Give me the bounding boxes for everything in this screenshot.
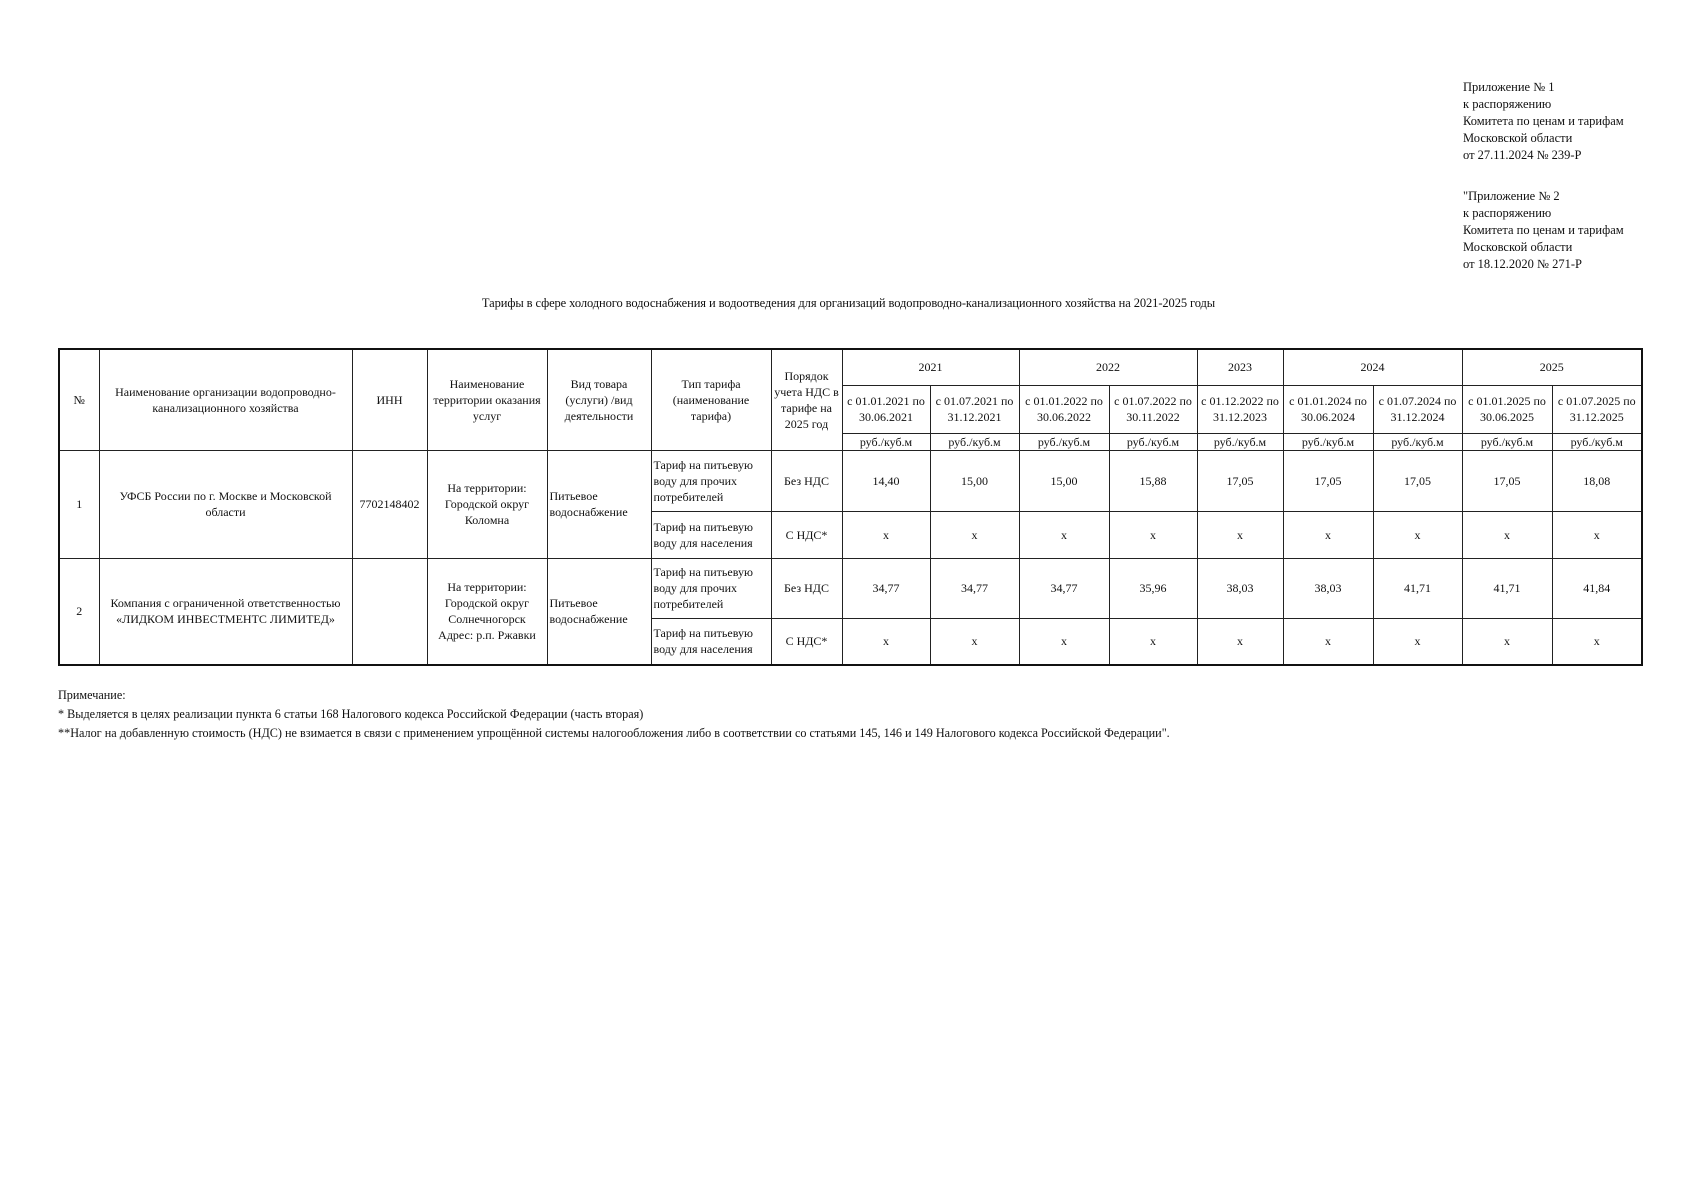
appendix-line: "Приложение № 2: [1463, 189, 1560, 203]
tariff-value: 17,05: [1373, 450, 1462, 511]
header-year: 2022: [1019, 349, 1197, 385]
appendix-line: Приложение № 1: [1463, 80, 1555, 94]
header-period: с 01.07.2024 по 31.12.2024: [1373, 385, 1462, 433]
tariff-value: x: [1283, 618, 1373, 665]
tariff-value: 41,84: [1552, 558, 1642, 618]
header-period: с 01.01.2022 по 30.06.2022: [1019, 385, 1109, 433]
tariff-value: 41,71: [1462, 558, 1552, 618]
vat-mode: С НДС*: [771, 511, 842, 558]
header-year: 2021: [842, 349, 1019, 385]
notes-heading: Примечание:: [58, 688, 126, 702]
table-row: [59, 558, 1642, 618]
header-period: с 01.01.2024 по 30.06.2024: [1283, 385, 1373, 433]
tariff-value: 38,03: [1283, 558, 1373, 618]
appendix-2-header: [1463, 188, 1624, 273]
tariff-value: 34,77: [842, 558, 930, 618]
tariff-value: x: [1373, 511, 1462, 558]
tariff-value: x: [1109, 511, 1197, 558]
header-inn: ИНН: [352, 349, 427, 450]
header-unit: руб./куб.м: [842, 433, 930, 450]
org-inn: [352, 558, 427, 665]
header-unit: руб./куб.м: [930, 433, 1019, 450]
tariff-value: 17,05: [1197, 450, 1283, 511]
tariff-value: 41,71: [1373, 558, 1462, 618]
header-period: с 01.01.2025 по 30.06.2025: [1462, 385, 1552, 433]
header-period: с 01.01.2021 по 30.06.2021: [842, 385, 930, 433]
tariff-value: x: [930, 511, 1019, 558]
tariff-value: 17,05: [1283, 450, 1373, 511]
appendix-1-header: [1463, 79, 1624, 164]
tariff-value: x: [1552, 511, 1642, 558]
tariff-value: x: [1019, 511, 1109, 558]
appendix-line: Комитета по ценам и тарифам: [1463, 223, 1624, 237]
tariff-value: x: [842, 511, 930, 558]
appendix-line: к распоряжению: [1463, 206, 1552, 220]
tariff-value: x: [1109, 618, 1197, 665]
table-row: [59, 450, 1642, 511]
header-service: Вид товара (услуги) /вид деятельности: [547, 349, 651, 450]
header-period: с 01.07.2025 по 31.12.2025: [1552, 385, 1642, 433]
tariff-value: 35,96: [1109, 558, 1197, 618]
vat-mode: С НДС*: [771, 618, 842, 665]
appendix-line: Комитета по ценам и тарифам: [1463, 114, 1624, 128]
org-territory: На территории: Городской округ Солнечногорск Адрес: р.п. Ржавки: [427, 558, 547, 665]
header-unit: руб./куб.м: [1283, 433, 1373, 450]
header-year: 2025: [1462, 349, 1642, 385]
appendix-line: Московской области: [1463, 131, 1573, 145]
vat-mode: Без НДС: [771, 450, 842, 511]
tariff-value: x: [1283, 511, 1373, 558]
note-footnote-1: * Выделяется в целях реализации пункта 6 статьи 168 Налогового кодекса Российской Федерации (часть вторая): [58, 707, 644, 721]
tariff-value: x: [1462, 618, 1552, 665]
note-footnote-2: **Налог на добавленную стоимость (НДС) не взимается в связи с применением упрощённой системы налогообложения либо в соответствии со статьями 145, 146 и 149 Налогового кодекса Российской Федерации".: [58, 726, 1170, 740]
tariff-value: x: [1197, 618, 1283, 665]
tariff-value: 18,08: [1552, 450, 1642, 511]
header-unit: руб./куб.м: [1019, 433, 1109, 450]
org-service: Питьевое водоснабжение: [547, 558, 651, 665]
tariff-value: 15,88: [1109, 450, 1197, 511]
org-name: УФСБ России по г. Москве и Московской области: [99, 450, 352, 558]
tariff-value: x: [930, 618, 1019, 665]
notes: [58, 686, 1170, 743]
org-name: Компания с ограниченной ответственностью «ЛИДКОМ ИНВЕСТМЕНТС ЛИМИТЕД»: [99, 558, 352, 665]
header-unit: руб./куб.м: [1462, 433, 1552, 450]
tariff-type: Тариф на питьевую воду для прочих потребителей: [651, 558, 771, 618]
appendix-line: от 18.12.2020 № 271-Р: [1463, 257, 1582, 271]
tariff-value: 15,00: [930, 450, 1019, 511]
header-territory: Наименование территории оказания услуг: [427, 349, 547, 450]
header-unit: руб./куб.м: [1109, 433, 1197, 450]
vat-mode: Без НДС: [771, 558, 842, 618]
header-period: с 01.07.2021 по 31.12.2021: [930, 385, 1019, 433]
tariff-value: x: [1462, 511, 1552, 558]
appendix-line: к распоряжению: [1463, 97, 1552, 111]
header-unit: руб./куб.м: [1197, 433, 1283, 450]
tariff-type: Тариф на питьевую воду для населения: [651, 618, 771, 665]
tariff-value: 34,77: [1019, 558, 1109, 618]
appendix-line: Московской области: [1463, 240, 1573, 254]
tariff-table: [58, 348, 1643, 666]
tariff-value: x: [1552, 618, 1642, 665]
tariff-value: x: [1019, 618, 1109, 665]
tariff-value: 17,05: [1462, 450, 1552, 511]
header-org: Наименование организации водопроводно-канализационного хозяйства: [99, 349, 352, 450]
tariff-value: 34,77: [930, 558, 1019, 618]
header-year: 2023: [1197, 349, 1283, 385]
tariff-value: x: [1197, 511, 1283, 558]
header-vat: Порядок учета НДС в тарифе на 2025 год: [771, 349, 842, 450]
document-title: Тарифы в сфере холодного водоснабжения и водоотведения для организаций водопроводно-канализационного хозяйства на 2021-2025 годы: [481, 296, 1216, 310]
org-service: Питьевое водоснабжение: [547, 450, 651, 558]
tariff-value: 38,03: [1197, 558, 1283, 618]
tariff-value: 15,00: [1019, 450, 1109, 511]
header-period: с 01.07.2022 по 30.11.2022: [1109, 385, 1197, 433]
header-row-years: [59, 349, 1642, 385]
header-tariff-type: Тип тарифа (наименование тарифа): [651, 349, 771, 450]
appendix-line: от 27.11.2024 № 239-Р: [1463, 148, 1582, 162]
org-num: 1: [59, 450, 99, 558]
tariff-value: 14,40: [842, 450, 930, 511]
header-unit: руб./куб.м: [1373, 433, 1462, 450]
tariff-value: x: [842, 618, 930, 665]
header-period: с 01.12.2022 по 31.12.2023: [1197, 385, 1283, 433]
header-year: 2024: [1283, 349, 1462, 385]
header-unit: руб./куб.м: [1552, 433, 1642, 450]
tariff-type: Тариф на питьевую воду для населения: [651, 511, 771, 558]
header-num: №: [59, 349, 99, 450]
org-territory: На территории: Городской округ Коломна: [427, 450, 547, 558]
org-num: 2: [59, 558, 99, 665]
tariff-type: Тариф на питьевую воду для прочих потребителей: [651, 450, 771, 511]
org-inn: 7702148402: [352, 450, 427, 558]
tariff-value: x: [1373, 618, 1462, 665]
